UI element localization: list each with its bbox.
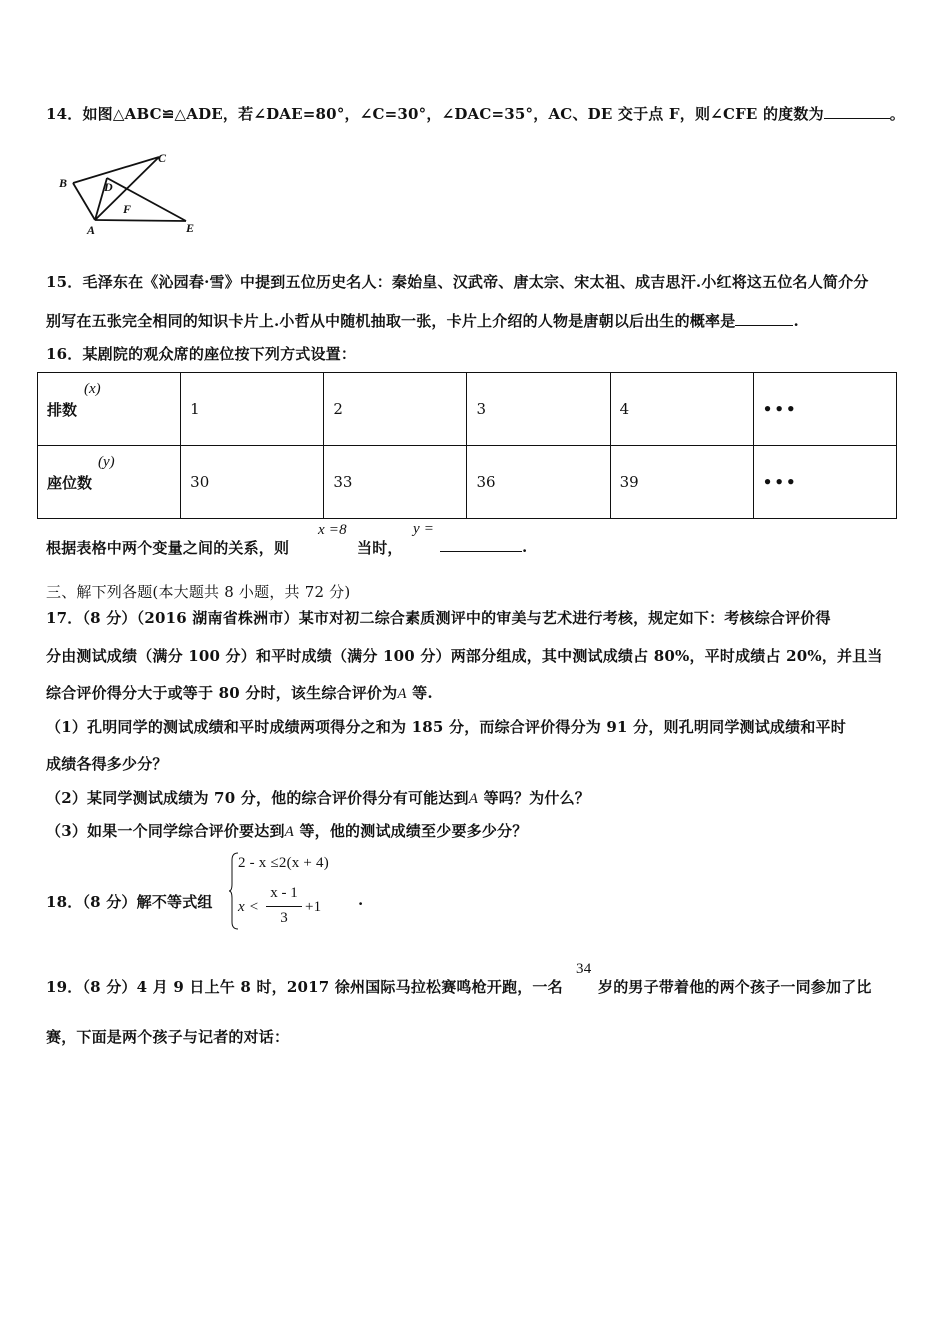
q15-line2-text: 别写在五张完全相同的知识卡片上.小哲从中随机抽取一张，卡片上介绍的人物是唐朝以后出生的概率是 <box>46 312 736 330</box>
q17-part3-grade-A: A <box>284 824 295 840</box>
q18-inequality-2-lhs: x < <box>238 899 260 915</box>
q14-end: 。 <box>889 105 905 123</box>
q16-answer-blank[interactable] <box>440 537 522 552</box>
rows-var: (x) <box>84 381 101 397</box>
q15-line1: 15．毛泽东在《沁园春·雪》中提到五位历史名人：秦始皇、汉武帝、唐太宗、宋太祖、成吉思汗.小红将这五位名人简介分 <box>46 273 869 291</box>
q17-grade-A: A <box>397 686 407 702</box>
q14-stem: 14．如图△ABC≌△ADE，若∠DAE=80°，∠C=30°，∠DAC=35°，AC、DE 交于点 F，则∠CFE 的度数为 <box>46 105 824 123</box>
q17-part2 <box>46 787 590 808</box>
q17-part2-end: 等吗？为什么？ <box>478 789 590 807</box>
q19-line2: 赛，下面是两个孩子与记者的对话： <box>46 1028 290 1046</box>
q17-line3-text: 综合评价得分大于或等于 80 分时，该生综合评价为 <box>46 684 398 702</box>
q18-fraction-denominator: 3 <box>280 910 288 926</box>
table-cell: 2 <box>324 373 467 446</box>
table-cell: 1 <box>181 373 324 446</box>
row-label-rows <box>38 373 181 446</box>
q17-part3 <box>46 820 527 841</box>
q15-answer-blank[interactable] <box>735 311 793 326</box>
label-D: D <box>104 180 113 194</box>
q14-triangle-figure <box>55 148 205 238</box>
q17-line3-end: 等. <box>406 684 433 702</box>
q17-part2-text: （2）某同学测试成绩为 70 分，他的综合评价得分有可能达到 <box>46 789 469 807</box>
q18-fraction-line <box>266 906 302 907</box>
table-cell: 30 <box>181 446 324 519</box>
q17-part1-line1: （1）孔明同学的测试成绩和平时成绩两项得分之和为 185 分，而综合评价得分为 91 分，则孔明同学测试成绩和平时 <box>46 718 846 736</box>
q18-fraction-numerator: x - 1 <box>270 885 298 901</box>
label-B: B <box>59 176 68 190</box>
table-cell: 33 <box>324 446 467 519</box>
label-F: F <box>123 202 132 216</box>
q17-part3-text: （3）如果一个同学综合评价要达到 <box>46 822 285 840</box>
table-cell: 36 <box>467 446 610 519</box>
q17-part3-end: 等，他的测试成绩至少要多少分？ <box>294 822 528 840</box>
q15-line2 <box>46 310 799 331</box>
q17-line1: 17．（8 分）（2016 湖南省株洲市）某市对初二综合素质测评中的审美与艺术进行考核，规定如下：考核综合评价得 <box>46 609 831 627</box>
q16-intro: 16．某剧院的观众席的座位按下列方式设置： <box>46 345 357 363</box>
table-cell-ellipsis: ••• <box>753 446 896 519</box>
q15-end: . <box>793 312 799 330</box>
q19-line1b: 岁的男子带着他的两个孩子一同参加了比 <box>598 978 872 996</box>
seats-label-text: 座位数 <box>47 473 93 492</box>
label-E: E <box>186 221 195 235</box>
table-cell: 4 <box>610 373 753 446</box>
q14-answer-blank[interactable] <box>824 104 890 119</box>
q16-answer <box>440 537 527 556</box>
q14-text <box>46 103 905 124</box>
label-A: A <box>87 223 96 237</box>
q19-age: 34 <box>576 961 592 977</box>
table-cell-ellipsis: ••• <box>753 373 896 446</box>
q16-end: . <box>522 538 528 556</box>
q16-x-expr: x =8 <box>318 522 347 538</box>
q17-line3 <box>46 682 433 703</box>
q17-line2: 分由测试成绩（满分 100 分）和平时成绩（满分 100 分）两部分组成，其中测试成绩占 80%，平时成绩占 20%，并且当 <box>46 647 883 665</box>
q18-text: 18．（8 分）解不等式组 <box>46 893 213 911</box>
q19-line1a: 19．（8 分）4 月 9 日上午 8 时，2017 徐州国际马拉松赛鸣枪开跑，一名 <box>46 978 563 996</box>
row-label-seats <box>38 446 181 519</box>
table-row <box>38 373 897 446</box>
seat-table <box>37 372 897 519</box>
q18-inequality-1: 2 - x ≤2(x + 4) <box>238 855 329 871</box>
seats-var: (y) <box>98 454 115 470</box>
q17-part2-grade-A: A <box>468 791 479 807</box>
table-row <box>38 446 897 519</box>
q16-relation-a: 根据表格中两个变量之间的关系，则 <box>46 539 290 557</box>
table-cell: 3 <box>467 373 610 446</box>
q16-relation-b: 当时， <box>357 539 403 557</box>
q18-end: . <box>358 891 364 909</box>
q17-part1-line2: 成绩各得多少分？ <box>46 755 168 773</box>
table-cell: 39 <box>610 446 753 519</box>
label-C: C <box>158 151 167 165</box>
rows-label-text: 排数 <box>47 400 78 419</box>
q18-inequality-2-rhs: +1 <box>305 899 322 915</box>
q16-y-expr: y = <box>413 521 435 537</box>
section-3-heading: 三、解下列各题(本大题共 8 小题，共 72 分) <box>46 583 351 601</box>
